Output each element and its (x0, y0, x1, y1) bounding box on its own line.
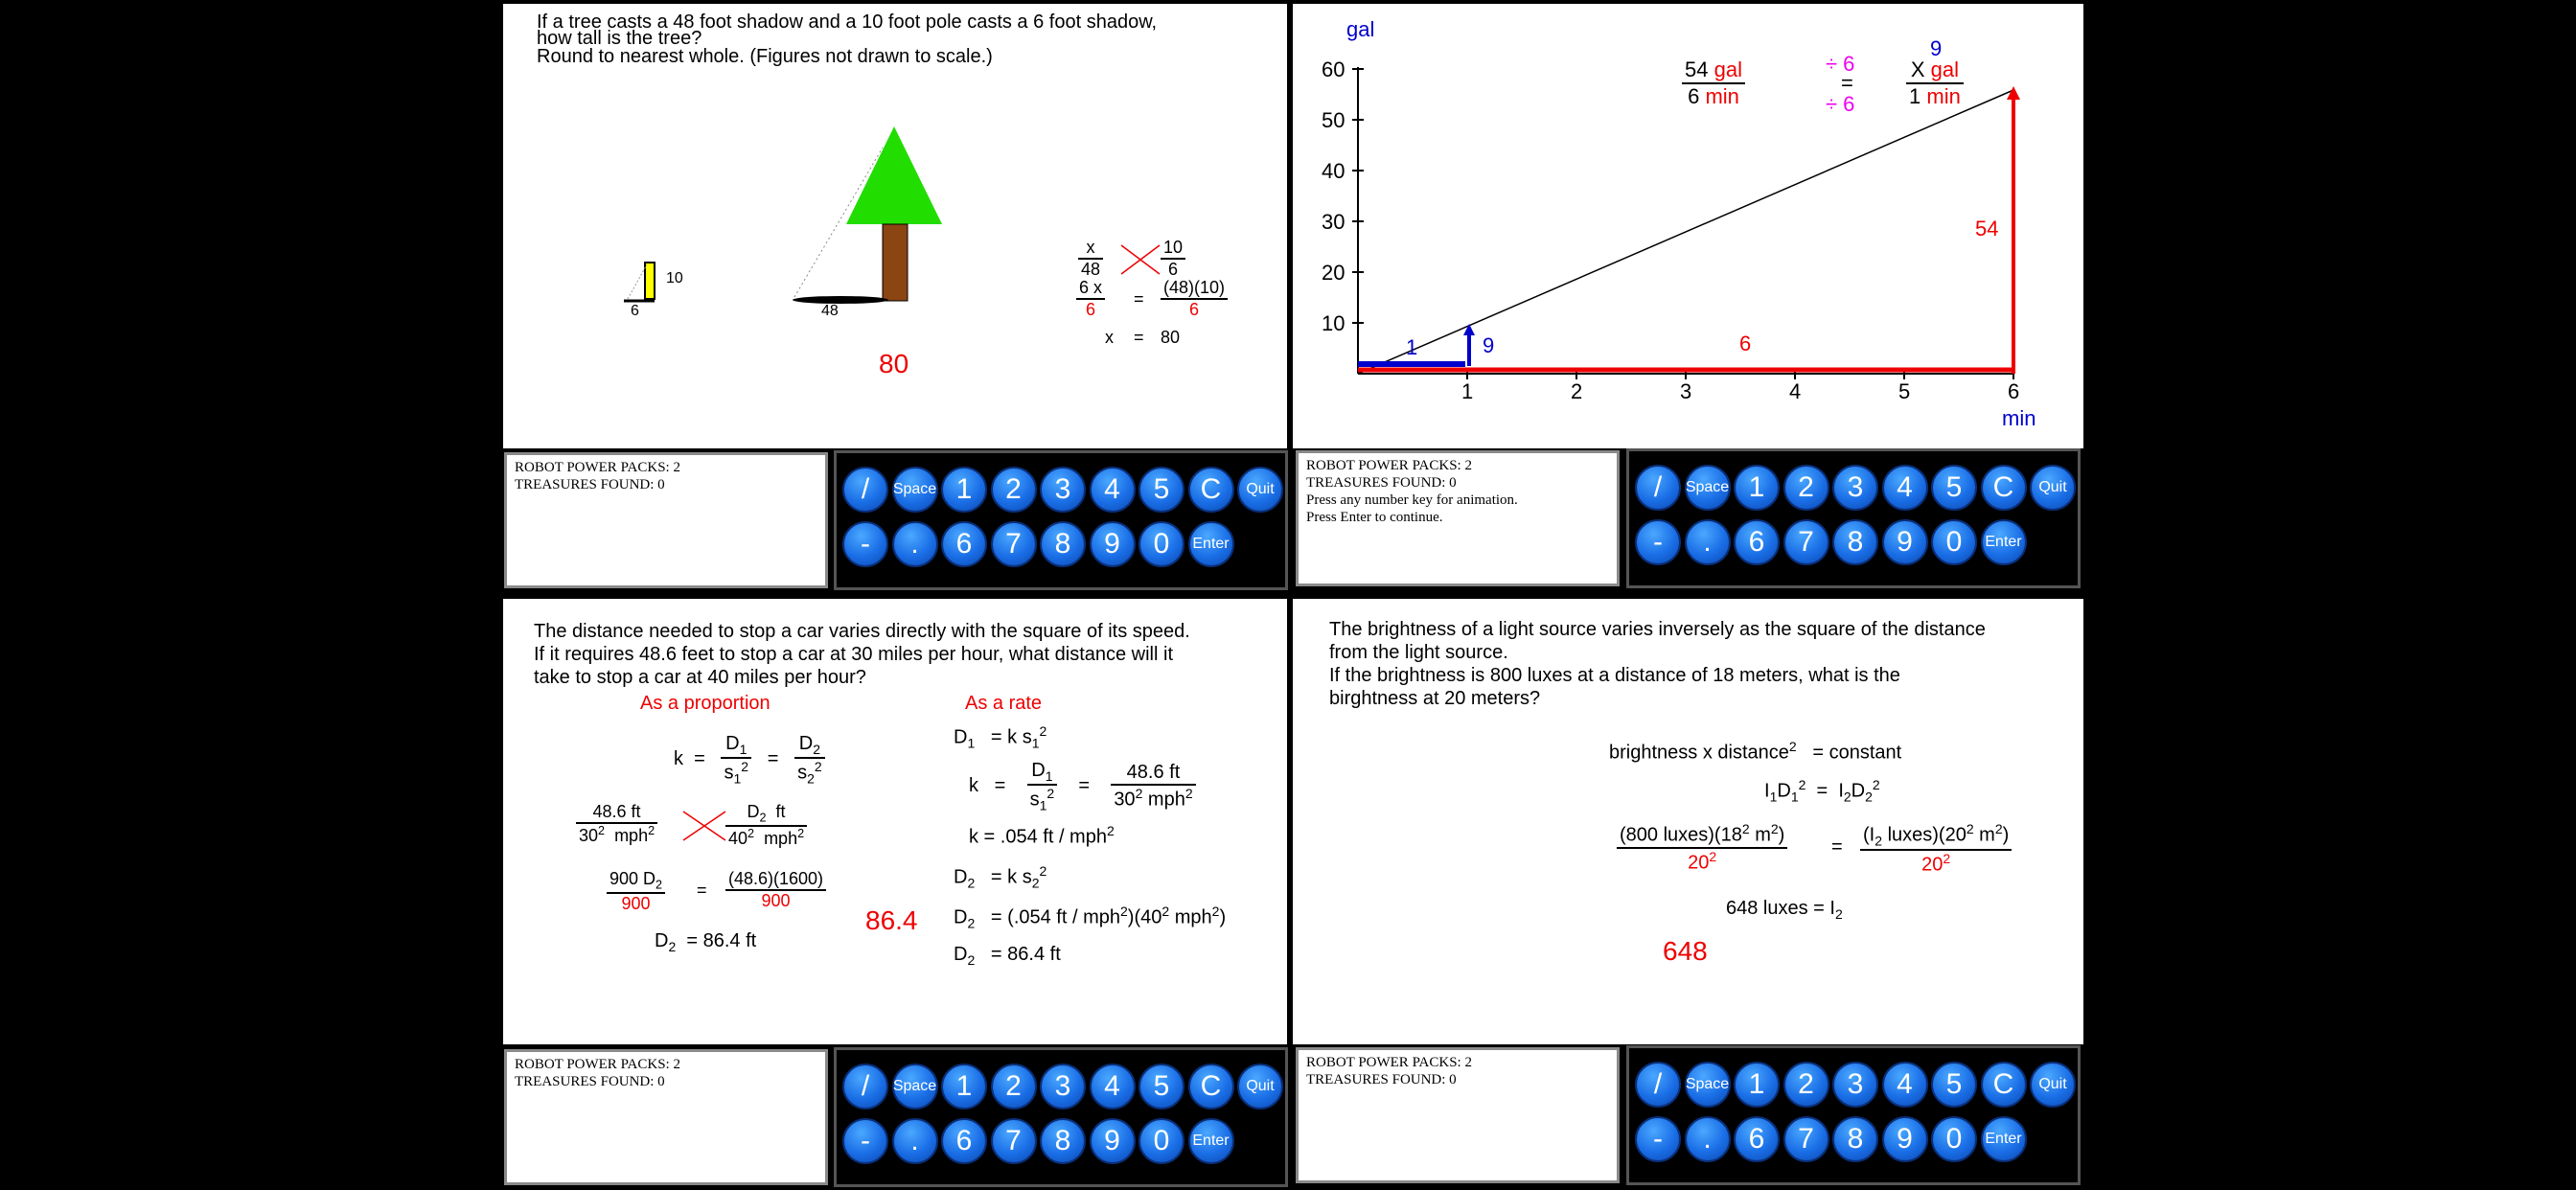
key-enter-button[interactable]: Enter (1188, 1118, 1234, 1164)
key-9-button[interactable]: 9 (1882, 519, 1928, 565)
key-clear-button[interactable]: C (1188, 1064, 1234, 1110)
x-solution-label: x (1105, 328, 1114, 347)
rate-eq-d1: $D_1$ = k $s_1^2$ (954, 723, 1047, 751)
key-5-button[interactable]: 5 (1931, 1062, 1977, 1108)
key-6-button[interactable]: 6 (1734, 519, 1780, 565)
divide-by-6-bottom: ÷ 6 (1826, 92, 1855, 116)
y-unit-label: gal (1346, 17, 1375, 41)
rate-fraction-x-over-1: $\frac{\text{X gal}}{1 \min}$ (1906, 57, 1964, 109)
key-5-button[interactable]: 5 (1138, 1064, 1184, 1110)
power-packs-text: ROBOT POWER PACKS: 2 (1306, 1055, 1472, 1070)
key-4-button[interactable]: 4 (1090, 467, 1136, 513)
problem-text-line1: The brightness of a light source varies inversely as the square of the distance (1329, 619, 1986, 640)
problem-panel-direct-variation (503, 599, 1287, 1044)
divide-by-6-top: ÷ 6 (1826, 52, 1855, 76)
key-2-button[interactable]: 2 (1783, 1062, 1829, 1108)
power-packs-text: ROBOT POWER PACKS: 2 (515, 460, 680, 475)
result-9-top: 9 (1930, 36, 1943, 60)
rate-eq-k-value: k = .054 ft / mph$^2$ (969, 823, 1115, 848)
key-2-button[interactable]: 2 (991, 467, 1037, 513)
fraction-i2-over-20sq: $\frac{(I_2 luxes)(20^2 m^2)}{20^2}$ (1860, 821, 2012, 876)
x-tick-3: 3 (1680, 379, 1692, 403)
problem-text-line1: If a tree casts a 48 foot shadow and a 10 foot pole casts a 6 foot shadow, (537, 11, 1158, 33)
rate-eq-d2-result: $D_2$ = 86.4 ft (954, 944, 1061, 968)
key-7-button[interactable]: 7 (991, 1118, 1037, 1164)
key-space-button[interactable]: Space (1685, 1062, 1731, 1108)
key-1-button[interactable]: 1 (941, 467, 987, 513)
tree-crown (846, 126, 942, 224)
y-tick-40: 40 (1322, 159, 1346, 183)
treasures-text: TREASURES FOUND: 0 (1306, 1072, 1457, 1087)
key-minus-button[interactable]: - (842, 1118, 888, 1164)
rate-eq-d2-substituted: $D_2$ = (.054 ft / $mph^2)(40^2$ mph$^2$) (954, 904, 1227, 931)
run-label-6: 6 (1739, 332, 1752, 355)
y-tick-30: 30 (1322, 210, 1346, 234)
key-0-button[interactable]: 0 (1138, 521, 1184, 567)
y-tick-20: 20 (1322, 261, 1346, 285)
y-tick-50: 50 (1322, 108, 1346, 132)
key-6-button[interactable]: 6 (941, 1118, 987, 1164)
key-1-button[interactable]: 1 (941, 1064, 987, 1110)
key-enter-button[interactable]: Enter (1188, 521, 1234, 567)
fraction-900d2-over-900: $\frac{900 D_2}{900}$ (607, 869, 665, 914)
x-tick-5: 5 (1898, 379, 1911, 403)
keypad-top-right (1626, 448, 2081, 588)
key-7-button[interactable]: 7 (991, 521, 1037, 567)
problem-text-line1: The distance needed to stop a car varies directly with the square of its speed. (534, 621, 1190, 642)
treasures-text: TREASURES FOUND: 0 (1306, 475, 1457, 491)
x-tick-6: 6 (2008, 379, 2020, 403)
pole-height-label: 10 (666, 270, 683, 286)
problem-panel-similar-triangles (503, 4, 1287, 448)
key-space-button[interactable]: Space (892, 467, 938, 513)
fraction-48.6-over-30sq: $\frac{48.6 ft}{30^2 mph^2}$ (576, 802, 657, 846)
answer-value: 648 (1663, 936, 1708, 966)
key-minus-button[interactable]: - (842, 521, 888, 567)
x-tick-1: 1 (1461, 379, 1474, 403)
key-7-button[interactable]: 7 (1783, 1116, 1829, 1162)
key-dot-button[interactable]: . (1685, 1116, 1731, 1162)
status-box-top-left (504, 452, 828, 588)
key-0-button[interactable]: 0 (1138, 1118, 1184, 1164)
equation-i1d1-i2d2: $I_1D_1^2 = I_2D_2^2$ (1764, 777, 1880, 805)
key-1-button[interactable]: 1 (1734, 465, 1780, 511)
key-clear-button[interactable]: C (1188, 467, 1234, 513)
keypad-bottom-right (1626, 1045, 2081, 1185)
rise-label-54: 54 (1975, 217, 1999, 240)
heading-as-a-rate: As a rate (965, 693, 1043, 714)
key-dot-button[interactable]: . (892, 1118, 938, 1164)
instruction-number-key: Press any number key for animation. (1306, 492, 1518, 508)
fraction-10-over-6: $\frac{10}{6}$ (1161, 238, 1185, 280)
equals-sign: = (1134, 289, 1144, 309)
key-3-button[interactable]: 3 (1832, 465, 1878, 511)
inverse-equals: = (1831, 836, 1843, 858)
key-clear-button[interactable]: C (1981, 1062, 2027, 1108)
key-minus-button[interactable]: - (1635, 1116, 1681, 1162)
key-space-button[interactable]: Space (892, 1064, 938, 1110)
key-quit-button[interactable]: Quit (1237, 1064, 1283, 1110)
fraction-product-over-6: $\frac{(48)(10)}{6}$ (1161, 278, 1228, 320)
key-4-button[interactable]: 4 (1882, 465, 1928, 511)
key-dot-button[interactable]: . (1685, 519, 1731, 565)
key-dot-button[interactable]: . (892, 521, 938, 567)
instruction-enter: Press Enter to continue. (1306, 510, 1443, 525)
key-1-button[interactable]: 1 (1734, 1062, 1780, 1108)
key-clear-button[interactable]: C (1981, 465, 2027, 511)
key-3-button[interactable]: 3 (1832, 1062, 1878, 1108)
pole-shadow-label: 6 (631, 303, 639, 319)
status-box-bottom-right (1296, 1047, 1620, 1183)
rise-arrowhead (2007, 86, 2020, 100)
rate-line (1358, 90, 2013, 374)
key-2-button[interactable]: 2 (1783, 465, 1829, 511)
key-6-button[interactable]: 6 (1734, 1116, 1780, 1162)
rise-label-9: 9 (1483, 333, 1495, 357)
key-3-button[interactable]: 3 (1040, 1064, 1086, 1110)
fraction-x-over-48: $\frac{x}{48}$ (1078, 238, 1103, 280)
problem-text-line4: birghtness at 20 meters? (1329, 688, 1541, 709)
treasures-text: TREASURES FOUND: 0 (515, 1074, 665, 1089)
key-8-button[interactable]: 8 (1832, 1116, 1878, 1162)
key-quit-button[interactable]: Quit (1237, 467, 1283, 513)
tree-shadow-label: 48 (821, 303, 839, 319)
rate-equals: = (1841, 71, 1853, 95)
key-quit-button[interactable]: Quit (2030, 1062, 2076, 1108)
proportion-result: $D_2 = 86.4$ ft (655, 930, 757, 954)
rate-eq-d2: $D_2$ = k $s_2^2$ (954, 863, 1047, 891)
key-8-button[interactable]: 8 (1832, 519, 1878, 565)
key-slash-button[interactable]: / (842, 467, 888, 513)
problem-text-line2: If it requires 48.6 feet to stop a car at 30 miles per hour, what distance will it (534, 644, 1174, 665)
proportion-k-equation: k = $\frac{D_1}{s_1^2}$ = $\frac{D_2}{s_2^2}$ (674, 733, 825, 787)
x-tick-2: 2 (1571, 379, 1583, 403)
treasures-text: TREASURES FOUND: 0 (515, 477, 665, 492)
key-0-button[interactable]: 0 (1931, 1116, 1977, 1162)
x-unit-label: min (2002, 406, 2036, 430)
rate-eq-k-fraction: k = $\frac{D_1}{s_1^2}$ = $\frac{48.6 ft}{30^2 mph^2}$ (969, 760, 1196, 813)
problem-panel-rate-graph (1293, 4, 2083, 448)
problem-panel-inverse-variation (1293, 599, 2083, 1044)
answer-value: 80 (879, 349, 909, 378)
key-enter-button[interactable]: Enter (1981, 519, 2027, 565)
equation-brightness-distance: brightness x distance$^2$ = constant (1609, 739, 1902, 764)
key-enter-button[interactable]: Enter (1981, 1116, 2027, 1162)
problem-text-line3: take to stop a car at 40 miles per hour? (534, 667, 866, 688)
power-packs-text: ROBOT POWER PACKS: 2 (1306, 458, 1472, 473)
x-solution-equals: = (1134, 328, 1144, 347)
keypad-top-left (834, 450, 1288, 590)
pole (645, 263, 655, 299)
power-packs-text: ROBOT POWER PACKS: 2 (515, 1057, 680, 1072)
key-9-button[interactable]: 9 (1090, 1118, 1136, 1164)
similar-triangles-figure (503, 4, 1287, 448)
problem-text-line3: If the brightness is 800 luxes at a distance of 18 meters, what is the (1329, 665, 1900, 686)
key-6-button[interactable]: 6 (941, 521, 987, 567)
heading-as-a-proportion: As a proportion (640, 693, 770, 714)
key-slash-button[interactable]: / (1635, 465, 1681, 511)
y-tick-60: 60 (1322, 57, 1346, 81)
tree-trunk (883, 224, 908, 301)
key-9-button[interactable]: 9 (1882, 1116, 1928, 1162)
y-tick-10: 10 (1322, 311, 1346, 335)
key-8-button[interactable]: 8 (1040, 1118, 1086, 1164)
fraction-800-over-20sq: $\frac{(800 luxes)(18^2 m^2)}{20^2}$ (1617, 821, 1787, 874)
key-5-button[interactable]: 5 (1931, 465, 1977, 511)
key-2-button[interactable]: 2 (991, 1064, 1037, 1110)
key-4-button[interactable]: 4 (1090, 1064, 1136, 1110)
key-0-button[interactable]: 0 (1931, 519, 1977, 565)
x-tick-4: 4 (1789, 379, 1802, 403)
key-9-button[interactable]: 9 (1090, 521, 1136, 567)
key-3-button[interactable]: 3 (1040, 467, 1086, 513)
answer-value: 86.4 (865, 905, 918, 935)
key-8-button[interactable]: 8 (1040, 521, 1086, 567)
tree-shadow (793, 296, 888, 304)
keypad-bottom-left (834, 1047, 1288, 1187)
equation-result-i2: 648 luxes = $I_2$ (1726, 898, 1843, 922)
rate-fraction-54-over-6: $\frac{\text{54 gal}}{6 \min}$ (1682, 57, 1745, 109)
problem-text-line2: how tall is the tree? (537, 28, 702, 49)
key-7-button[interactable]: 7 (1783, 519, 1829, 565)
fraction-d2-over-40sq: $\frac{D_2 ft}{40^2 mph^2}$ (725, 802, 807, 849)
status-box-top-right (1296, 450, 1620, 586)
key-5-button[interactable]: 5 (1138, 467, 1184, 513)
key-space-button[interactable]: Space (1685, 465, 1731, 511)
proportion-equals: = (697, 881, 707, 900)
rise-9-arrowhead (1463, 324, 1475, 335)
problem-text-line2: from the light source. (1329, 642, 1508, 663)
x-solution-value: 80 (1161, 328, 1181, 347)
fraction-product-over-900: $\frac{(48.6)(1600)}{900}$ (725, 869, 826, 911)
key-slash-button[interactable]: / (842, 1064, 888, 1110)
key-minus-button[interactable]: - (1635, 519, 1681, 565)
status-box-bottom-left (504, 1049, 828, 1185)
problem-text-line3: Round to nearest whole. (Figures not drawn to scale.) (537, 46, 993, 67)
fraction-6x-over-6: $\frac{6 x}{6}$ (1076, 278, 1105, 320)
run-label-1: 1 (1406, 335, 1418, 359)
key-4-button[interactable]: 4 (1882, 1062, 1928, 1108)
key-quit-button[interactable]: Quit (2030, 465, 2076, 511)
key-slash-button[interactable]: / (1635, 1062, 1681, 1108)
